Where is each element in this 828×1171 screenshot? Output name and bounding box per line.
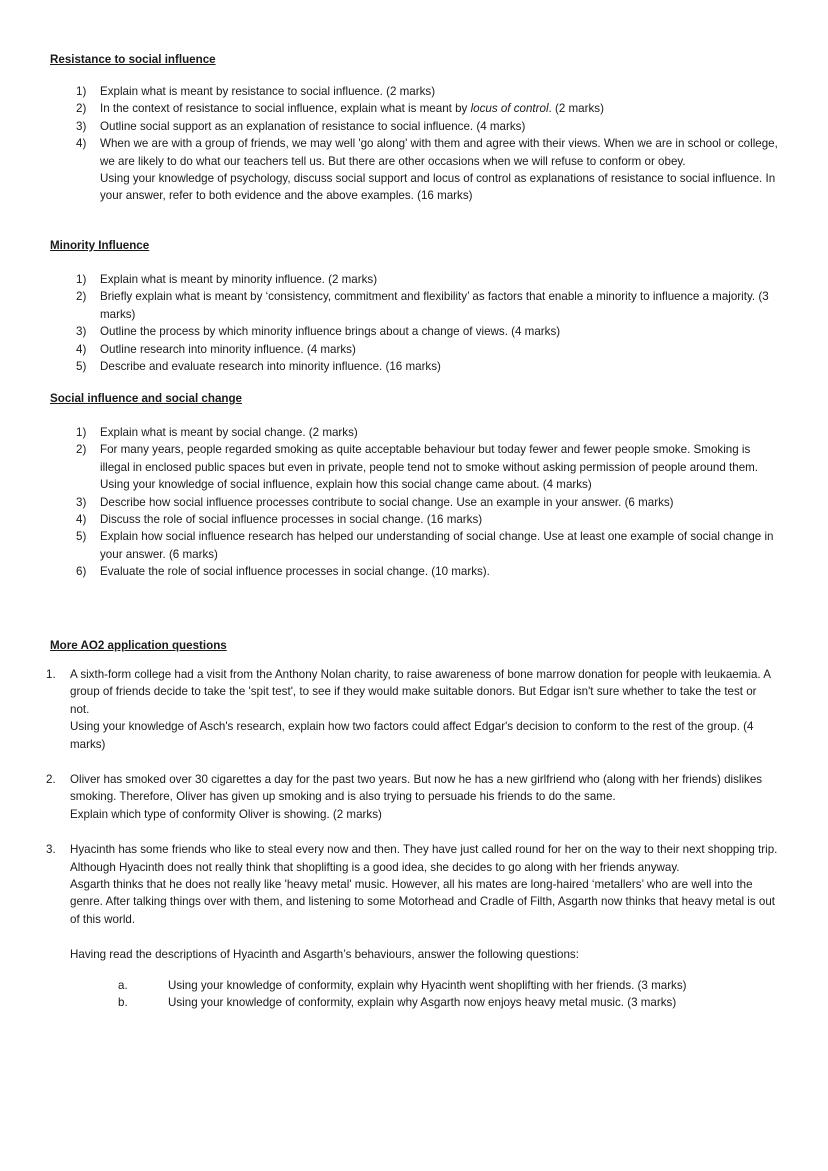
list-item: 4) Discuss the role of social influence processes in social change. (16 marks) bbox=[76, 513, 483, 527]
resistance-question-list bbox=[0, 83, 828, 205]
ao2-question-list bbox=[0, 666, 828, 1012]
list-item: 3. Hyacinth has some friends who like to steal every now and then. They have just called round for her on the way to their next shopping trip. Although Hyacinth does not really think that shoplifting is a good idea, she decides to go along with her friends anyway. Asgarth thinks that he does not really like 'heavy metal' music. However, all his mates are long-haired ‘metallers’ who are well into the genre. After talking things over with them, and listening to some Motorhead and Cradle of Filth, Asgarth now thinks that heavy metal is out of this world. Having read the descriptions of Hyacinth and Asgarth’s behaviours, answer the following questions: a. Using your knowledge of conformity, explain why Hyacinth went shoplifting with her friends. (3 marks) b. Using your knowledge of conformity, explain why Asgarth now enjoys heavy metal music. (3 marks) bbox=[0, 841, 828, 1012]
list-item: 2) In the context of resistance to social influence, explain what is meant by locus of control. (2 marks) bbox=[76, 102, 604, 116]
section-heading-resistance: Resistance to social influence bbox=[50, 53, 216, 66]
list-item: 2) Briefly explain what is meant by ‘consistency, commitment and flexibility’ as factors that enable a minority to influence a majority. (3 marks) bbox=[76, 290, 769, 321]
list-item: 1) Explain what is meant by minority influence. (2 marks) bbox=[76, 273, 378, 286]
list-item: 3) Outline the process by which minority influence brings about a change of views. (4 marks) bbox=[76, 325, 561, 339]
list-item: 2. Oliver has smoked over 30 cigarettes a day for the past two years. But now he has a new girlfriend who (along with her friends) dislikes smoking. Therefore, Oliver has given up smoking and is also trying to persuade his friends to do the same. Explain which type of conformity Oliver is showing. (2 marks) bbox=[46, 773, 763, 821]
list-item: 1) Explain what is meant by resistance to social influence. (2 marks) bbox=[76, 85, 436, 98]
list-item: 6) Evaluate the role of social influence processes in social change. (10 marks). bbox=[76, 565, 490, 579]
list-item: 1. A sixth-form college had a visit from the Anthony Nolan charity, to raise awareness of bone marrow donation for people with leukaemia. A group of friends decide to take the 'spit test', to see if they would make suitable donors. But Edgar isn't sure whether to take the test or not. Using your knowledge of Asch's research, explain how two factors could affect Edgar's decision to conform to the rest of the group. (4 marks) bbox=[46, 668, 771, 751]
list-item: 4) When we are with a group of friends, we may well 'go along' with them and agree with their views. When we are in school or college, we are likely to do what our teachers tell us. But there are other occasions when we will refuse to conform or obey. Using your knowledge of psychology, discuss social support and locus of control as explanations of resistance to social influence. In your answer, refer to both evidence and the above examples. (16 marks) bbox=[76, 137, 778, 203]
list-item: a. Using your knowledge of conformity, explain why Hyacinth went shoplifting with her friends. (3 marks) bbox=[118, 979, 687, 993]
section-heading-ao2: More AO2 application questions bbox=[50, 639, 227, 652]
list-item: 3) Describe how social influence processes contribute to social change. Use an example in your answer. (6 marks) bbox=[76, 495, 674, 509]
section-heading-social-change: Social influence and social change bbox=[50, 392, 242, 405]
list-item: 2) For many years, people regarded smoking as quite acceptable behaviour but today fewer and fewer people smoke. Smoking is illegal in enclosed public spaces but even in private, people tend not to smoke without asking permission of people around them. Using your knowledge of social influence, explain how this social change came about. (4 marks) bbox=[76, 443, 759, 492]
list-item: 1) Explain what is meant by social change. (2 marks) bbox=[76, 426, 358, 439]
list-item: 5) Explain how social influence research has helped our understanding of social change. Use at least one example of social change in your answer. (6 marks) bbox=[76, 530, 774, 561]
list-item: 5) Describe and evaluate research into minority influence. (16 marks) bbox=[76, 360, 441, 374]
list-item: 4) Outline research into minority influence. (4 marks) bbox=[76, 342, 356, 356]
list-item: b. Using your knowledge of conformity, explain why Asgarth now enjoys heavy metal music. (3 marks) bbox=[118, 996, 677, 1010]
section-heading-minority: Minority Influence bbox=[50, 239, 150, 252]
list-item: 3) Outline social support as an explanation of resistance to social influence. (4 marks) bbox=[76, 119, 526, 133]
social-change-question-list bbox=[0, 424, 828, 581]
ao2-subquestion-list bbox=[70, 977, 778, 1012]
minority-question-list bbox=[0, 271, 828, 375]
